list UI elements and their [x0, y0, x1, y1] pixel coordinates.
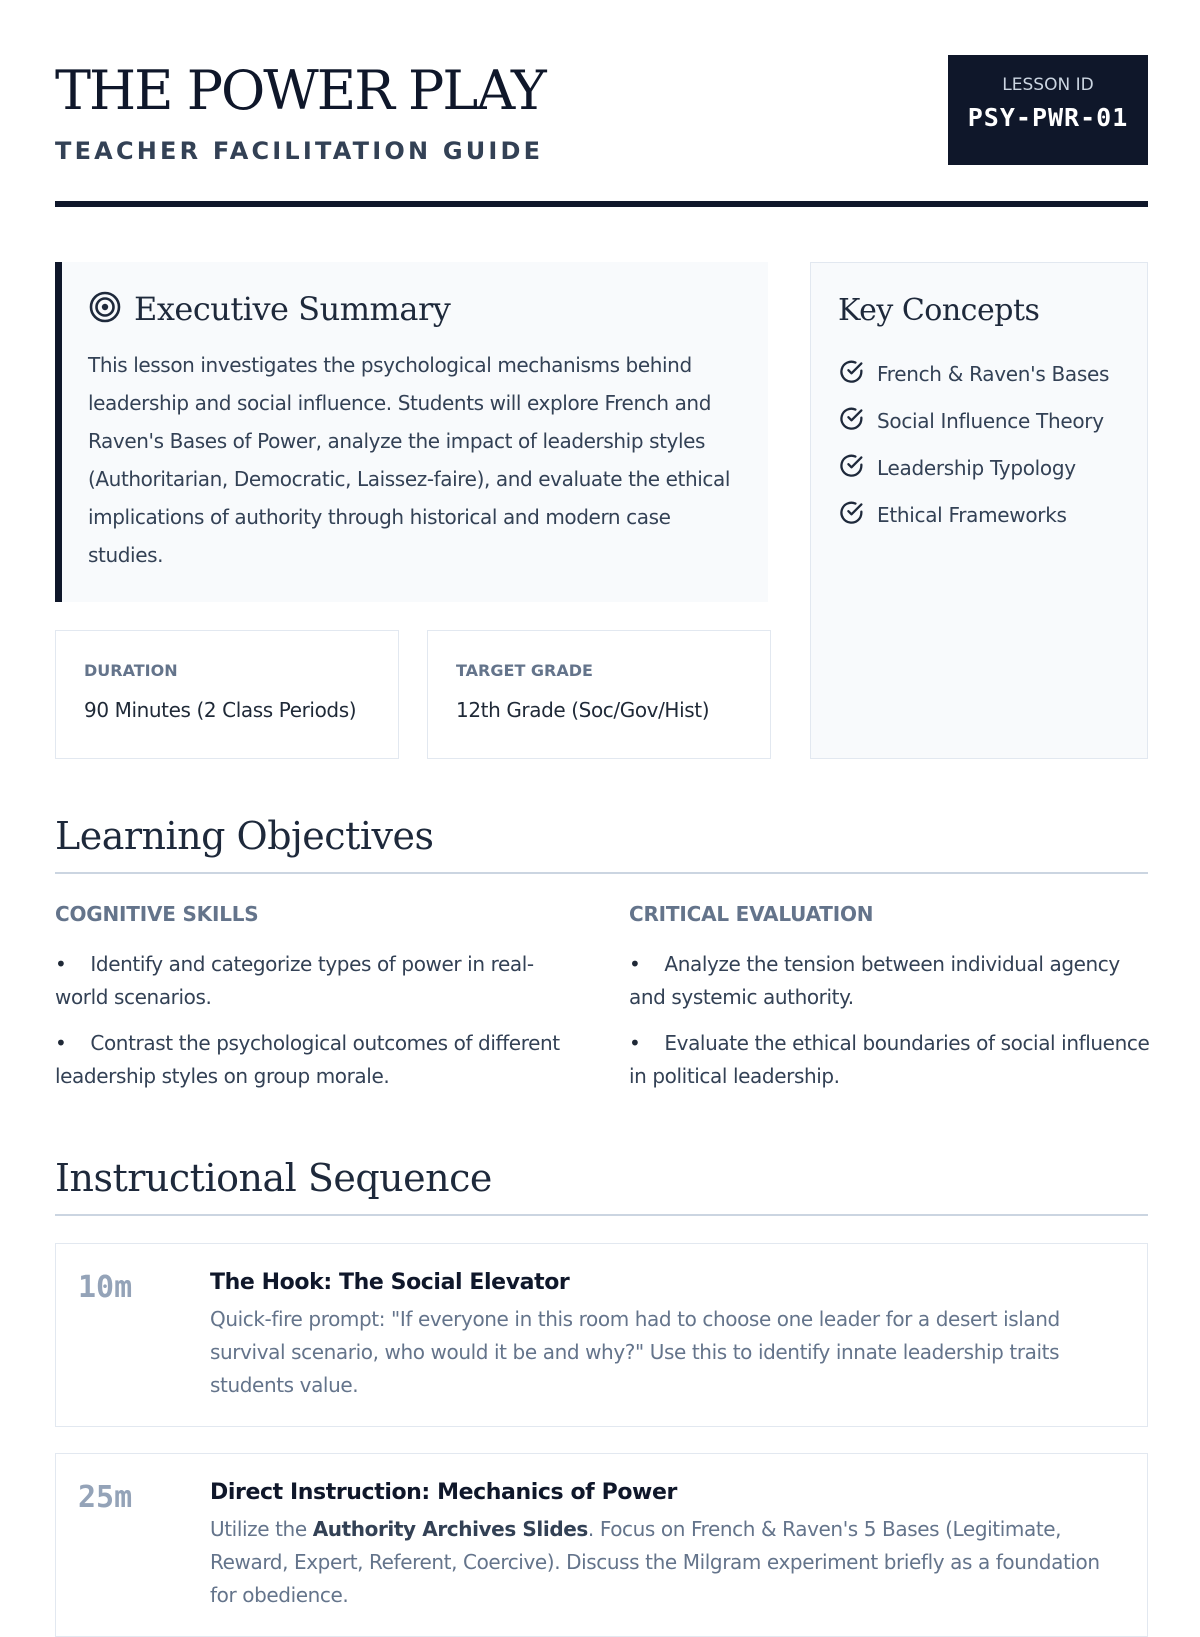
critical-evaluation-list: [629, 948, 1159, 1093]
concept-label: French & Raven's Bases: [877, 361, 1110, 386]
list-item: • Contrast the psychological outcomes of different leadership styles on group morale.: [55, 1027, 585, 1093]
critical-evaluation-column: [629, 902, 1159, 1106]
check-circle-icon: [838, 499, 865, 531]
duration-label: DURATION: [84, 661, 178, 680]
lesson-id-badge: [948, 55, 1148, 165]
step-description-text: Utilize the: [210, 1517, 313, 1541]
learning-objectives-title: Learning Objectives: [55, 814, 434, 858]
list-item: [838, 397, 1120, 444]
cognitive-skills-list: [55, 948, 585, 1093]
list-item: [838, 491, 1120, 538]
sequence-step: [55, 1243, 1148, 1427]
lesson-id-label: LESSON ID: [1002, 75, 1094, 95]
concept-label: Social Influence Theory: [877, 408, 1104, 433]
list-item: • Analyze the tension between individual agency and systemic authority.: [629, 948, 1159, 1014]
check-circle-icon: [838, 405, 865, 437]
lesson-id-value: PSY-PWR-01: [967, 103, 1129, 132]
instructional-sequence-title: Instructional Sequence: [55, 1156, 492, 1200]
document-header: [55, 55, 1148, 205]
executive-summary-text: This lesson investigates the psychological mechanisms behind leadership and social influence. Students will explore French and Raven's Bases of Power, analyze the impact of leadership styles (Authoritarian, Democratic, Laissez-faire), and evaluate the ethical implications of authority through historical and modern case studies.: [88, 353, 731, 567]
target-icon: [88, 290, 122, 328]
target-grade-value: 12th Grade (Soc/Gov/Hist): [456, 698, 710, 722]
step-description: Quick-fire prompt: "If everyone in this room had to choose one leader for a desert island survival scenario, who would it be and why?" Use this to identify innate leadership traits students value.: [210, 1307, 1060, 1397]
key-concepts-panel: [810, 262, 1148, 759]
check-circle-icon: [838, 452, 865, 484]
section-divider: [55, 872, 1148, 874]
list-item: [838, 444, 1120, 491]
executive-summary: [55, 262, 768, 602]
list-item: • Evaluate the ethical boundaries of social influence in political leadership.: [629, 1027, 1159, 1093]
concept-label: Leadership Typology: [877, 455, 1076, 480]
duration-card: [55, 630, 399, 759]
check-circle-icon: [838, 358, 865, 390]
sequence-step: [55, 1453, 1148, 1637]
list-item: [838, 350, 1120, 397]
document-subtitle: TEACHER FACILITATION GUIDE: [55, 137, 544, 165]
slides-reference: Authority Archives Slides: [312, 1517, 588, 1541]
target-grade-card: [427, 630, 771, 759]
step-duration: 25m: [78, 1480, 133, 1515]
executive-summary-title: Executive Summary: [134, 290, 451, 328]
header-divider: [55, 201, 1148, 207]
key-concepts-list: [838, 350, 1120, 538]
step-duration: 10m: [78, 1270, 133, 1305]
critical-evaluation-heading: CRITICAL EVALUATION: [629, 902, 874, 926]
step-title: The Hook: The Social Elevator: [210, 1270, 570, 1295]
target-grade-label: TARGET GRADE: [456, 661, 593, 680]
step-title: Direct Instruction: Mechanics of Power: [210, 1480, 677, 1505]
executive-summary-header: [88, 290, 742, 328]
step-description: [210, 1513, 1117, 1612]
key-concepts-title: Key Concepts: [838, 293, 1040, 328]
list-item: • Identify and categorize types of power in real-world scenarios.: [55, 948, 585, 1014]
section-divider: [55, 1214, 1148, 1216]
duration-value: 90 Minutes (2 Class Periods): [84, 698, 357, 722]
cognitive-skills-column: [55, 902, 585, 1106]
concept-label: Ethical Frameworks: [877, 502, 1067, 527]
cognitive-skills-heading: COGNITIVE SKILLS: [55, 902, 259, 926]
document-title: THE POWER PLAY: [55, 59, 545, 122]
step-description-text: . Focus on French & Raven's 5 Bases (Legitimate, Reward, Expert, Referent, Coercive). Discuss the Milgram experiment briefly as a foundation for obedience.: [210, 1517, 1100, 1607]
